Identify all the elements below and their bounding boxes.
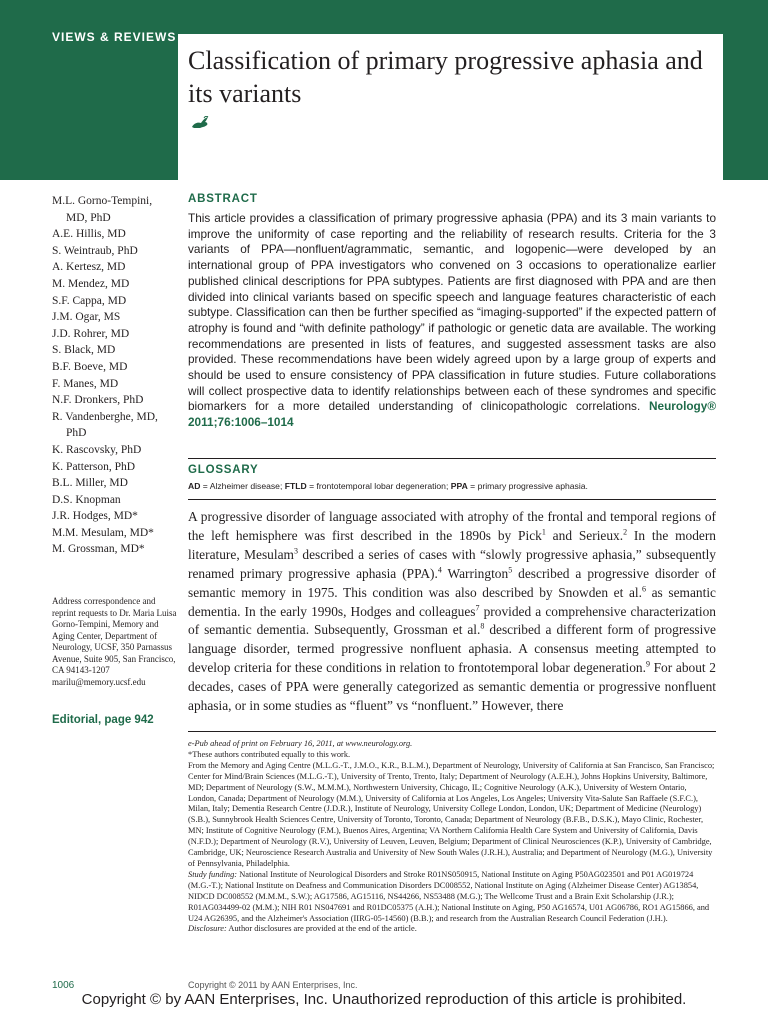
affiliations: From the Memory and Aging Centre (M.L.G.-T., J.M.O., K.R., B.L.M.), Department of Neurology, University of California at San Francisco, San Francisco; Center for Mind/Brain Sciences (M.L.G.-T.), University of Trento, Trento, Italy; Department of Neurology (A.E.H.), Johns Hopkins University, Baltimore, MD; Department of Neurology (S.W., M.M.M.), Northwestern University, Chicago, IL; Cognitive Neurology (A.K.), University of Western Ontario, London, Canada; Department of Neurology (M.M.), University of California at Los Angeles, Los Angeles; University Vita-Salute San Raffaele (S.F.C.), Milan, Italy; Dementia Research Centre (J.D.R.), Institute of Neurology, University College London, London, UK; Department of Medicine (Neurology) (S.B.), Sunnybrook Health Sciences Centre, University of Toronto, Toronto, Canada; Department of Neurology (B.F.B., D.S.K.), Mayo Clinic, Rochester, MN; Institute of Cognitive Neurology (F.M.), Buenos Aires, Argentina; VA Northern California Health Care System and University of California, Davis (N.F.D.); Department of Neurology (R.V.), University of Leuven, Leuven, Belgium; Department of Clinical Neurosciences (K.P.), University of Cambridge, Cambridge, UK; Neuroscience Research Australia and University of New South Wales (J.R.H.), Australia; and Department of Neurology (M.G.), University of Pennsylvania, Philadelphia. bbox=[188, 760, 715, 868]
editorial-link[interactable]: Editorial, page 942 bbox=[52, 714, 154, 726]
text-run: In the modern literature, Mesulam bbox=[188, 527, 717, 562]
article-title: Classification of primary progressive aphasia and its variants bbox=[188, 46, 703, 108]
glossary-abbr: FTLD bbox=[284, 481, 307, 491]
author: M.L. Gorno-Tempini, MD, PhD bbox=[52, 195, 153, 224]
glossary-definition: = frontotemporal lobar degeneration; bbox=[306, 481, 451, 491]
footnote-divider bbox=[188, 731, 716, 732]
text-run: described a series of cases with “slowly progressive aphasia,” subsequently renamed primary progressive aphasia (PPA). bbox=[188, 546, 716, 581]
author: N.F. Dronkers, PhD bbox=[52, 394, 144, 407]
glossary-definition: = primary progressive aphasia. bbox=[467, 481, 588, 491]
author: B.F. Boeve, MD bbox=[52, 360, 128, 373]
glossary-terms bbox=[188, 481, 716, 491]
text-run: as semantic dementia. In the early 1990s, Hodges and colleagues bbox=[188, 584, 716, 619]
author: S.F. Cappa, MD bbox=[52, 294, 127, 307]
text-run: described a progressive disorder of semantic memory in 1975. This condition was also described by Snowden et al. bbox=[188, 565, 716, 600]
author: J.R. Hodges, MD* bbox=[52, 510, 138, 523]
author: A. Kertesz, MD bbox=[52, 261, 126, 274]
citation-ref[interactable]: 6 bbox=[641, 584, 646, 594]
author: K. Patterson, PhD bbox=[52, 460, 136, 473]
author: J.D. Rohrer, MD bbox=[52, 327, 130, 340]
abstract-body: This article provides a classification of primary progressive aphasia (PPA) and its 3 main variants to improve the uniformity of case reporting and the reliability of research results. Criteria for the 3 variants of PPA—nonfluent/agrammatic, semantic, and logopenic—were developed by an international group of PPA investigators who convened on 3 occasions to operationalize earlier published clinical descriptions for PPA subtypes. Patients are first diagnosed with PPA and are then divided into clinical variants based on specific speech and language features characteristic of each subtype. Classification can then be further specified as “imaging-supported” if the expected pattern of atrophy is found and “with definite pathology” if pathologic or genetic data are available. The working recommendations are presented in lists of features, and suggested assessment tasks are also provided. These recommendations have been widely agreed upon by a large group of experts and should be used to ensure consistency of PPA classification in future studies. Future collaborations will collect prospective data to identify relationships between each of these syndromes and specific biomarkers for a more detailed understanding of clinicopathologic correlations. bbox=[188, 211, 716, 414]
copyright-notice: Copyright © 2011 by AAN Enterprises, Inc. bbox=[188, 980, 358, 990]
body-text bbox=[188, 508, 716, 716]
journal-reference: Neurology® 2011;76:1006–1014 bbox=[188, 399, 717, 430]
text-run: and Serieux. bbox=[545, 527, 624, 543]
abstract-text bbox=[188, 211, 716, 431]
text-run: provided a comprehensive characterization of semantic dementia. Subsequently, Grossman et al. bbox=[188, 603, 716, 638]
title-box bbox=[178, 34, 723, 180]
author: M.M. Mesulam, MD* bbox=[52, 526, 154, 539]
author: D.S. Knopman bbox=[52, 493, 121, 506]
text-run: Warrington bbox=[441, 565, 509, 581]
copyright-banner: Copyright © by AAN Enterprises, Inc. Unauthorized reproduction of this article is prohibited. bbox=[81, 991, 687, 1008]
text-run: described a different form of progressive language disorder, termed progressive nonfluent aphasia. A consensus meeting attempted to develop criteria for these conditions in relation to frontotemporal lobar degeneration. bbox=[188, 622, 717, 676]
author: R. Vandenberghe, MD, PhD bbox=[52, 410, 158, 440]
disclosure-note bbox=[188, 924, 716, 935]
author: M. Mendez, MD bbox=[52, 277, 130, 290]
section-label: VIEWS & REVIEWS bbox=[52, 30, 177, 44]
funding-label: Study funding: bbox=[188, 869, 238, 879]
disclosure-text: Author disclosures are provided at the end of the article. bbox=[226, 924, 417, 934]
citation-ref[interactable]: 1 bbox=[541, 527, 546, 537]
text-run: For about 2 decades, cases of PPA were generally categorized as semantic dementia or progressive nonfluent aphasia, or in some studies as “fluent” vs “nonfluent.” However, there bbox=[188, 660, 716, 714]
abstract-heading: ABSTRACT bbox=[188, 193, 258, 205]
funding-text: National Institute of Neurological Disorders and Stroke R01NS050915, National Institute on Aging P50AG023501 and P01 AG019724 (M.G.-T.); National Institute on Deafness and Communication Disorders DC008552, National Institute on Aging (Alzheimer Disease Center) AG13854, NIDCD DC008552 (M.M.M., S.W.); AG17586, AG15116, NS44266, NS53488 (M.G.); The Wellcome Trust and a Brain Exit Scholarship (J.R.); R01AG034499-02 (M.M.); NIH R01 NS047691 and R01DC05375 (A.H.); National Institute on Aging, P50 AG16574, U01 AG06786, RO1 AG15866, and U24 AG26395, and the Alzheimer's Association (IIRG-05-14560) (B.B.); and research from the Australian Research Council Federation (J.H.). bbox=[188, 869, 710, 923]
citation-ref[interactable]: 9 bbox=[645, 659, 650, 669]
author-list bbox=[52, 193, 174, 558]
glossary-definition: = Alzheimer disease; bbox=[200, 481, 285, 491]
page-number: 1006 bbox=[52, 980, 75, 991]
citation-ref[interactable]: 5 bbox=[508, 565, 513, 575]
author: M. Grossman, MD* bbox=[52, 543, 145, 556]
citation-ref[interactable]: 2 bbox=[623, 527, 628, 537]
citation-ref[interactable]: 4 bbox=[437, 565, 442, 575]
text-run: A progressive disorder of language associated with atrophy of the frontal and temporal regions of the left hemisphere was first described in the 1890s by Pick bbox=[188, 509, 716, 543]
citation-ref[interactable]: 3 bbox=[293, 546, 298, 556]
funding-note bbox=[188, 870, 716, 925]
glossary-abbr: AD bbox=[188, 481, 201, 491]
rabbit-icon bbox=[190, 116, 210, 135]
correspondence-address: Address correspondence and reprint requests to Dr. Maria Luisa Gorno-Tempini, Memory and Aging Center, Department of Neurology, UCSF, 350 Parnassus Avenue, Suite 905, San Francisco, CA 94143-1207 marilu@memory.ucsf.edu bbox=[52, 596, 177, 687]
equal-contribution-note: *These authors contributed equally to this work. bbox=[188, 749, 351, 759]
author: B.L. Miller, MD bbox=[52, 477, 128, 490]
author: J.M. Ogar, MS bbox=[52, 311, 121, 324]
disclosure-label: Disclosure: bbox=[188, 924, 227, 934]
author: A.E. Hillis, MD bbox=[52, 228, 126, 241]
author: F. Manes, MD bbox=[52, 377, 119, 390]
glossary-heading: GLOSSARY bbox=[188, 464, 259, 476]
citation-ref[interactable]: 8 bbox=[480, 621, 485, 631]
citation-ref[interactable]: 7 bbox=[475, 603, 480, 613]
epub-note: e-Pub ahead of print on February 16, 2011, at www.neurology.org. bbox=[188, 739, 413, 748]
author: S. Black, MD bbox=[52, 344, 116, 357]
footnotes bbox=[188, 739, 716, 935]
author: K. Rascovsky, PhD bbox=[52, 443, 142, 456]
divider bbox=[188, 458, 716, 459]
author: S. Weintraub, PhD bbox=[52, 244, 138, 257]
divider bbox=[188, 499, 716, 500]
glossary-abbr: PPA bbox=[450, 481, 468, 491]
